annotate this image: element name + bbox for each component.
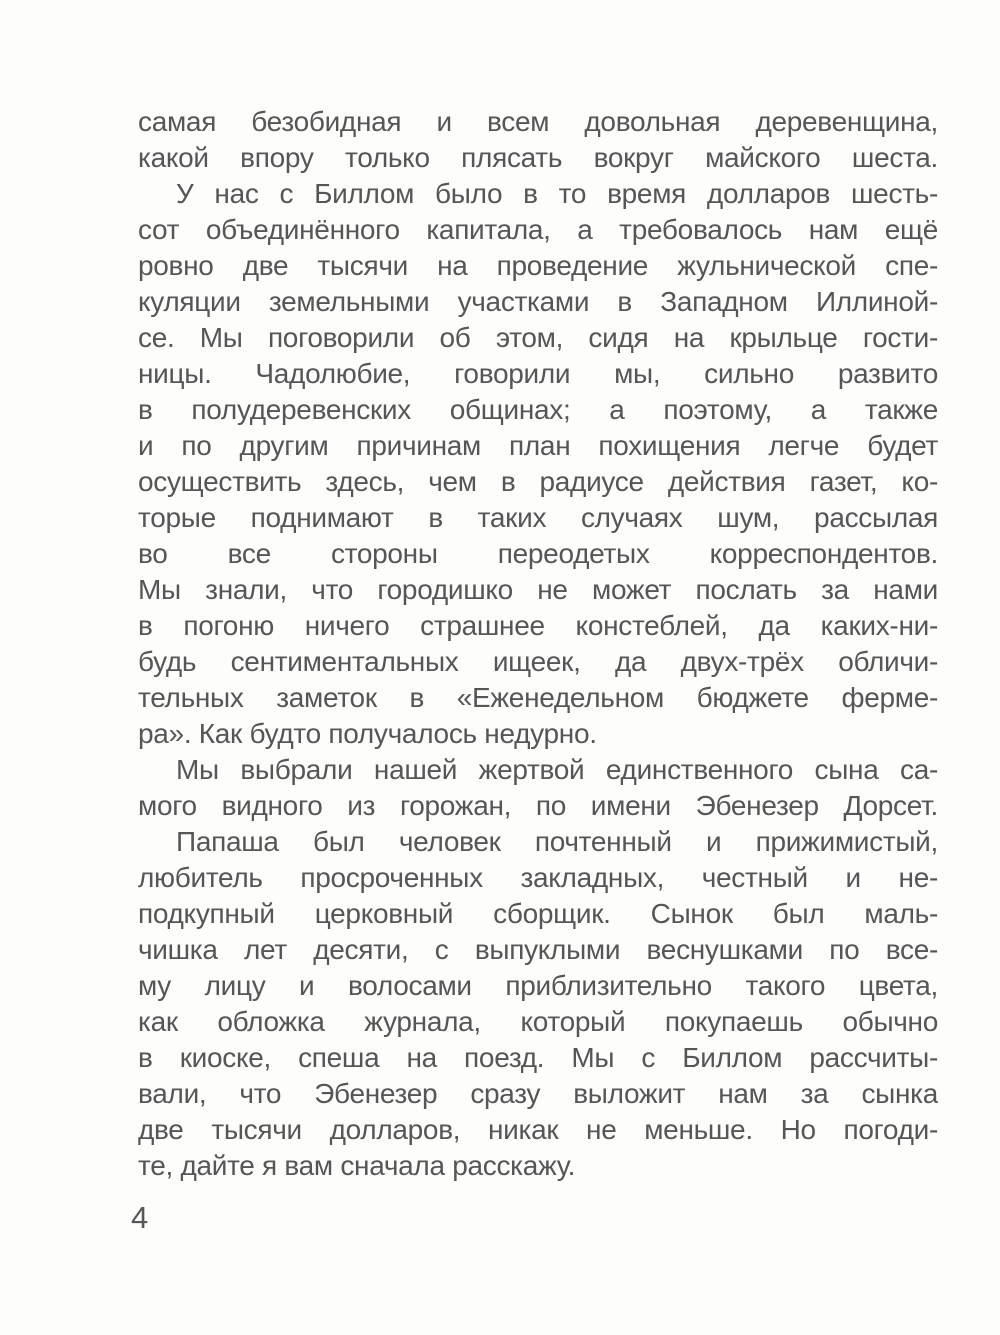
text-line: в погоню ничего страшнее констеблей, да каких-ни-: [138, 610, 938, 641]
text-line: две тысячи долларов, никак не меньше. Но погоди-: [138, 1114, 938, 1145]
text-line: Мы выбрали нашей жертвой единственного сына са-: [176, 754, 938, 785]
text-line: Мы знали, что городишко не может послать за нами: [138, 574, 938, 605]
paragraph: [138, 824, 938, 1184]
text-line: вали, что Эбенезер сразу выложит нам за сынка: [138, 1078, 938, 1109]
text-line: торые поднимают в таких случаях шум, рассылая: [138, 502, 938, 533]
paragraph: [138, 752, 938, 824]
text-line: ницы. Чадолюбие, говорили мы, сильно развито: [138, 358, 938, 389]
paragraph: [138, 104, 938, 176]
text-line: Папаша был человек почтенный и прижимистый,: [176, 826, 938, 857]
text-line: будь сентиментальных ищеек, да двух-трёх обличи-: [138, 646, 938, 677]
text-line: куляции земельными участками в Западном Иллиной-: [138, 286, 938, 317]
text-line: самая безобидная и всем довольная деревенщина,: [138, 106, 938, 137]
text-line: се. Мы поговорили об этом, сидя на крыльце гости-: [138, 322, 938, 353]
text-line: в полудеревенских общинах; а поэтому, а также: [138, 394, 938, 425]
text-line: и по другим причинам план похищения легче будет: [138, 430, 938, 461]
text-line: сот объединённого капитала, а требовалось нам ещё: [138, 214, 938, 245]
text-line: тельных заметок в «Еженедельном бюджете ферме-: [138, 682, 938, 713]
page-number: 4: [131, 1200, 148, 1235]
text-line: те, дайте я вам сначала расскажу.: [138, 1150, 576, 1181]
paragraph: [138, 176, 938, 752]
text-line: У нас с Биллом было в то время долларов шесть-: [176, 178, 938, 209]
text-line: во все стороны переодетых корреспондентов.: [138, 538, 938, 569]
text-line: как обложка журнала, который покупаешь обычно: [138, 1006, 938, 1037]
text-line: в киоске, спеша на поезд. Мы с Биллом рассчиты-: [138, 1042, 938, 1073]
text-block: [138, 104, 938, 1184]
text-line: подкупный церковный сборщик. Сынок был маль-: [138, 898, 938, 929]
text-line: му лицу и волосами приблизительно такого цвета,: [138, 970, 938, 1001]
text-line: любитель просроченных закладных, честный и не-: [138, 862, 938, 893]
text-line: чишка лет десяти, с выпуклыми веснушками по все-: [138, 934, 938, 965]
text-line: мого видного из горожан, по имени Эбенезер Дорсет.: [138, 790, 938, 821]
text-line: какой впору только плясать вокруг майского шеста.: [138, 142, 938, 173]
text-line: осуществить здесь, чем в радиусе действия газет, ко-: [138, 466, 938, 497]
text-line: ра». Как будто получалось недурно.: [138, 718, 597, 749]
text-line: ровно две тысячи на проведение жульнической спе-: [138, 250, 938, 281]
